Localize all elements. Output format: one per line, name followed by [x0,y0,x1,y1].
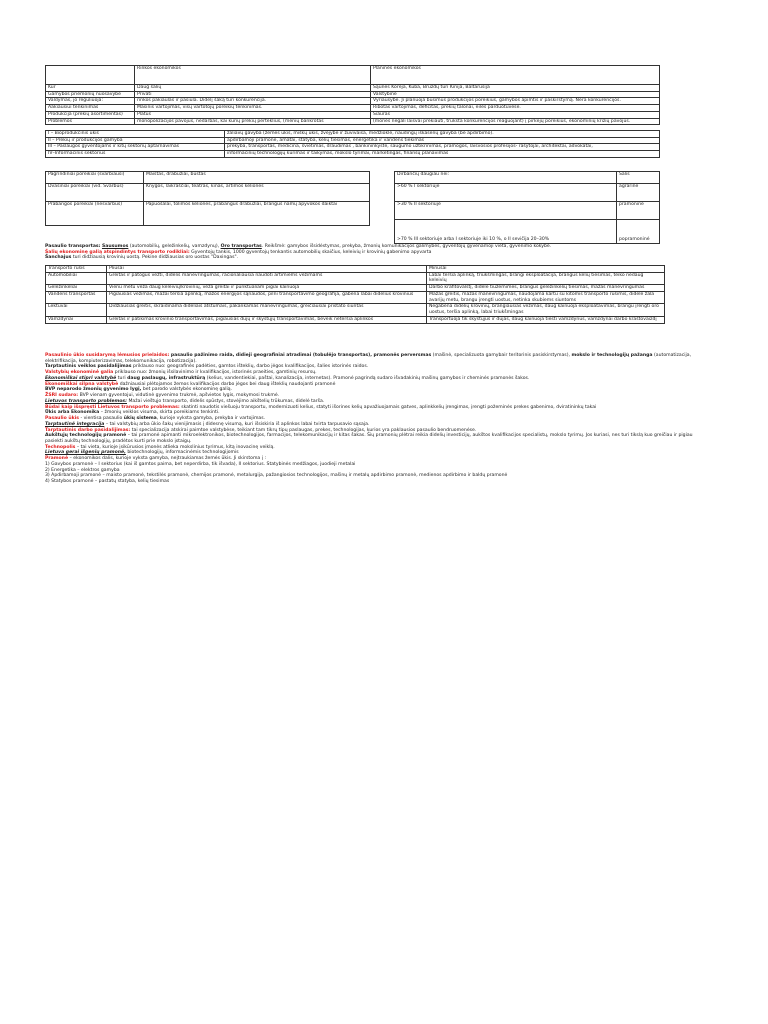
country-type-table [394,171,660,244]
economy-header-cell: Planinės ekonomikos [371,66,660,85]
transport-cell: Vienu metu veža daug keleivių/krovinių, veža greitai ir punktualiam pigiai kainuoja [107,285,427,292]
economy-cell: Siauras [371,111,660,118]
note-text: priklauso nuo: geografinės padėties, gamtos išteklių, darbo jėgos kvalifikacijos, šalies istorinės raidos. [133,364,369,370]
list-item: 3) Apdirbamoji pramonė – maisto pramonė, tekstilės pramonė, chemijos pramonė, metalurgija, pažangiosios technologijos, mašinų ir metalų apdirbimo pramonė, medienos apdirbimo ir baldų pramonė [45,473,508,479]
note-text: tai specializacija atskirai paimtoe valstybėse, teikiant tam tikrų tipų paslaugas, prekes, technologijas, kurios yra paklausios pasaulio bendruomenėse. [131,427,477,433]
country-type-row [395,184,660,202]
sector-name: IV–Informacinis sektorius [46,151,225,158]
transport-cell: Didžiausias greitis, skraidinama dideliais atstumais, pakankamas manevringumas, greičiausiai pristato siuntas [107,304,427,316]
needs-type: Dvasiniai poreikiai (vid. Svarbūs) [46,184,144,202]
sector-desc: žaliavų gavyba (žemės ūkis, miškų ūkis, žvejybė ir žuvivaisa, medžioklė, naudingų iškasenų gavyba (be apdirbimo). [225,131,660,138]
transport-cell: Geležinkeliai [46,285,107,292]
transport-text: turi didžiausią krovinių uostą. Pekine didžiausias oro uostas "Daxingas". [72,255,239,261]
sector-desc: apdirbamoji pramonė, amatai, statyba, kelių tiesimas, energetika ir vandens tiekimas [225,137,660,144]
sector-desc: prekyba, transportas, medicina, švietimas, draudimas , bankininkystė, saugumo užtikrinimas, pramogos, laisvosios profesijos- rašytojai, architektai, advokatai, [225,144,660,151]
economy-header-row [46,66,660,85]
needs-row [46,184,370,202]
note-text: bet parodo valstybės ekonominę galią. [142,387,233,393]
note-text: mokslo ir technologijų pažanga [571,353,653,358]
economy-table [45,65,660,125]
note-label: Būdai kaip išspręsti Lietuvos transporto problemas: [45,404,180,410]
note-text: (mašinė, specializuota gamybair teritorinis pasiskirstymas), [432,353,570,358]
transport-cell: Vandens transportas [46,291,107,303]
sector-row [46,131,660,138]
transport-row [46,285,665,292]
note-text: – tai valstybių arba ūkio šakų vienijimasis į didesnę visumą, kuri išsiskiria iš aplinkos labai tvirta tarpusavio sąsaja. [105,421,370,427]
economy-cell: Platus [135,111,371,118]
transport-cell: Greitas ir patogus vežti, didelis manevringumas, racionaliausia naudoti artimiems vežimams [107,272,427,284]
note-label: Pasaulinio ūkio susidarymą lėmusios prielaidos: [45,353,170,358]
sector-row [46,144,660,151]
note-label: Lietuva gerai išgenių pramonė, [45,450,126,456]
needs-examples: Maistas, drabužiai, būstas [144,172,370,184]
note-label: Ūkis arba Ekonomika [45,410,100,416]
needs-examples: Papuošalai, tolimos kelionės, prabangūs drabužiai, brangūs namų apyvokos daiktai [144,202,370,226]
note-text: , kurioje vyksta gamyba, prekyba ir vartojimas. [156,416,266,422]
transport-cell: Darbo krafitovalstį, didelė tiužemimes, brangūs geležinkelių tiesimas, mažas manevringumas [427,285,665,292]
economy-row [46,111,660,118]
transport-cell: Negabena didelių krovinių, brangiausias vežimas, daug kainuoja eksploatavimas, brangu įrengti oro uostus, teršia aplinką, labai triukšmingas [427,304,665,316]
note-text: pramonės perversmas [373,353,432,358]
transport-text: . Reikšmė: gamybos išsidėstymas, prekyba, žmonių komunikacijos galimybės, gyventojų gyvenamoji vieta, gyvenimo kokybė. [261,244,552,249]
needs-examples: Knygos, laikraščiai, teatras, kinas, artimos kelionės [144,184,370,202]
country-type-cell: pramoninė [617,202,660,220]
country-type-cell: >60 % I sektoriuje [395,184,617,202]
transport-header-row [46,266,665,273]
note-text: – žmonių veiklos visuma, skirta poreikiams tenkinti. [100,410,220,416]
note-label: Aukštųjų technologijų pramonė [45,433,127,439]
note-text: biotechnologijų, informacinėmis technologijomis [127,450,239,456]
economy-cell: Aakiausiui tenkinimas [46,105,135,112]
economy-cell: Sąunės Korėja, Kuba, Bruzdų turi Kinija, Baltarusija [371,85,660,92]
transport-cell: Mažas greitis, mažas manevringumas, naudojama kartu su kitomis transporto rūšimis, didelė žala avarijų metu, brangu įrengti uostus, netinka skubiems siuntoms [427,291,665,303]
transport-term: Sausumos [101,244,129,249]
transport-cell: Transportuoja tik skystųjus ir dujas, daug kainuoja tiesti vamzdynus, vamzdynai darbo kraštovaizdį [427,316,665,323]
economy-header-cell [46,66,135,85]
economy-cell: Gamybos priemonių nuosavybė [46,91,135,98]
economy-cell: Problemos [46,118,135,125]
note-label: BVP neparodo žmonių gyvenimo lygį, [45,387,142,393]
note-text: daug paslaugų, infrastruktūrą [127,375,206,381]
transport-header-cell: Pliusai [107,266,427,273]
economy-header-cell: Rinkos ekonomikos [135,66,371,85]
economy-cell: Valstybinė [371,91,660,98]
economy-cell: Vyriausybė. Ji planuoja būsimus produkcijos poreikius, gamybos apimtis ir paskirstymą. Nėra konkurencijos. [371,98,660,105]
transport-header-cell: Minusai [427,266,665,273]
sector-name: III – Paslaugos gyventojams ir kitų sektorių aptarnavimas [46,144,225,151]
sector-row [46,151,660,158]
note-text: (automatizacija, elektrifikacija, kompiuterizavimas, telekomunikacija, robotizacija). [45,353,692,364]
note-text: dažniausiai plėtojamos žemos kvalifikacijos darbo jėgos bei daug išteklių naudojanti pramonė [119,381,336,387]
note-label: Tarptautinis veiklos pasidalijimas [45,364,132,370]
transport-text: Gyventojų tankis, 1000 gyventojų tenkantis automobilių skaičius, keleivių ir krovinių gabenimo apyvarta [191,249,432,255]
needs-row [46,172,370,184]
transport-row [46,272,665,284]
note-label: Pasaulio ūkis [45,416,79,422]
transport-row [46,316,665,323]
note-label: Valstybių ekonominė galia [45,370,114,376]
transport-label: Šanchajus [45,255,72,261]
note-label: Lietuvos transporto problemos: [45,398,127,404]
economy-cell: (monės negali laisvai prekiauti, trūksta konkurencijos reaguojant) į pirkėjų poreikius, ekonominių krizių pavojus. [371,118,660,125]
transport-line [45,255,685,261]
transport-intro [45,244,685,261]
country-type-row [395,202,660,220]
transport-indicators-label: Šalių ekonominę galią atspindintys transporto rodikliai: [45,249,190,255]
transport-cell: Greitas ir patikimas krovinio transportavimas, pigiausias dujų ir skystųjų transportavimas, beveik neteršia aplinkos [107,316,427,323]
sector-row [46,137,660,144]
note-text: - vientisa pasaulio [80,416,123,422]
transport-cell: Lėktuvai [46,304,107,316]
economy-cell: monopolizacijos pavojus, nedarbas, kai kurių prekių perteklius, (menių bankrotas [135,118,371,125]
country-type-cell: agrarinė [617,184,660,202]
needs-row [46,202,370,226]
economy-cell: Masinis vartojimas, visų vartotojų poreikių tenkinimas. [135,105,371,112]
note-text: – tai pramonė apimanti mikroelektronikos, biotechnologijos, farmacijos, telekomunikacijų ir kitas šakas. Šių pramonių plėtrai reikia didelių investicijų, aukštos kvalifikacijos specialistų, mokslo tyrimų. Jos kuriasi, nes turi tikslą kuo greičiau ir pigiau pasiekti aukštų technologijų, pradėtos kurti prie mokslo įstaigų. [45,433,693,445]
note-text: turi [117,375,126,381]
transport-cell: Labai teršia aplinką, triukšmingas, brangi eksploatacija, brangūs kelių tiesimas, teiko nedaug keleivių [427,272,665,284]
sector-name: II – Prekių ir produkcijos gamyba [46,137,225,144]
country-type-header-cell: Dirbančių daugiau nei: [395,172,617,184]
economy-cell: Daug šalių [135,85,371,92]
transport-label: Pasaulio transportas: [45,244,101,249]
needs-type: Prabangos poreikiai (nesvarbūs) [46,202,144,226]
note-text: (kelius, vandentiekiai, paštai, kanalizacija, internetas). Pramonė pagrindą sudaro išvadakinių mašinų gamybos ir cheminės pramonės šakos. [206,375,530,381]
needs-table [45,171,370,226]
country-type-cell: popramoninė [617,220,660,244]
country-type-header-row [395,172,660,184]
sector-name: I – Bioprodukcinis ūkis [46,131,225,138]
needs-type: Pagrindiniai poreikiai (svarbiausi) [46,172,144,184]
note-label: Ekonomiškai silpna valstybė [45,381,119,387]
country-type-header-cell: Šalis [617,172,660,184]
note-label: Tarptautinė integracija [45,421,105,427]
economy-cell: Ribotas vartojimas, deficitas, prekių talonai, eilės parduotuvėse. [371,105,660,112]
economy-row [46,98,660,105]
note-label: Tarptautinis darbo pasidalijimas: [45,427,131,433]
note-text: Mažai vieštųjo transporto, didelis spūstys, stovėjimo aikštelių trūkumas, didelė tarša. [128,398,325,404]
country-type-cell: >70 % III sektoriuje arba I sektoriuje iki 10 %, o II sevičija 20–30% [395,220,617,244]
list-item: 4) Statybos pramonė – pastatų statyba, kelių tiesimas [45,479,170,485]
note-label: Ekonomiškai stipri valstybė [45,375,117,381]
transport-cell: Vamzdynai [46,316,107,323]
country-type-row [395,220,660,244]
country-type-cell: >30 % II sektoriuje [395,202,617,220]
transport-row [46,304,665,316]
economy-cell: Valdymas, jo reguliuoja: [46,98,135,105]
economy-cell: Kur [46,85,135,92]
note-text: BVP vienam gyventojui, vidutinė gyvenimo trukmė, apšvietos lygis, mokymosi trukmė. [79,393,280,399]
sectors-table [45,130,660,158]
transport-table [45,265,665,324]
economy-row [46,91,660,98]
economy-row [46,118,660,125]
note [45,433,695,444]
note-text: – ekonomikos dalis, kurioje vyksta gamyba, neįtraukiamas žemės ūkis. Ji skirstoma į : [69,456,266,462]
list-item: 2) Energetika – elektros gamyba [45,467,120,473]
note [45,353,695,364]
list-item: 1) Gavybos pramonė – I sektorius (kai iš gamtos paima, bet neperdirba, tik išvada), II sektorius. Statybinės medžiagos, juodieji metalai [45,461,356,467]
note-text: skatinti naudotis viešuoju transportu, modernizuoti kelius, statyti išorines kelių apvažiuojamais gatves, aplinkkelių įrengimas, įrengti požeminės prekes gabenimo, dviratininkų takai [181,404,597,410]
sector-desc: informacinių technologijų kūrimas ir taikymas, mokslo tyrimai, marketingas, finansų planavimas [225,151,660,158]
note-text: – tai vieta, kurioje įsikūrusios įmonės atlieka mokslinius tyrimus, kitą inovacinę veiklą. [76,444,275,450]
note-text: ūkių sistema [123,416,157,422]
transport-cell: Automobiliai [46,272,107,284]
transport-cell: Pigiausias vežimas, mažai teršia aplinką, mažos energijos sąnaudos, pilni transportavimo geografija, gabena labai didelius krovinius [107,291,427,303]
economy-row [46,85,660,92]
transport-row [46,291,665,303]
transport-text: (automobilių, geležinkelių, vamzdynų), [129,244,220,249]
transport-term: Oro transportas [220,244,262,249]
economy-cell: Privati [135,91,371,98]
economy-cell: Produkcija (prekių asortimentas) [46,111,135,118]
transport-header-cell: Transporto rūšis [46,266,107,273]
notes-section [45,353,695,485]
note-label: ŽSRI sudaro: [45,393,79,399]
economy-row [46,105,660,112]
note-text: pasaulio pažinimo raida, didieji geografiniai atradimai (tobulėjo transportas), [170,353,373,358]
note-label: Pramonė [45,456,69,462]
note-label: Technopolis [45,444,76,450]
economy-cell: rinkos pakiaulas ir pasiūla. Didelį šaką turi konkurencija. [135,98,371,105]
note-text: priklauso nuo: žmonių išsilavinimo ir kvalifikacijos, istorinės praeities, gamtinių resursų. [114,370,317,376]
